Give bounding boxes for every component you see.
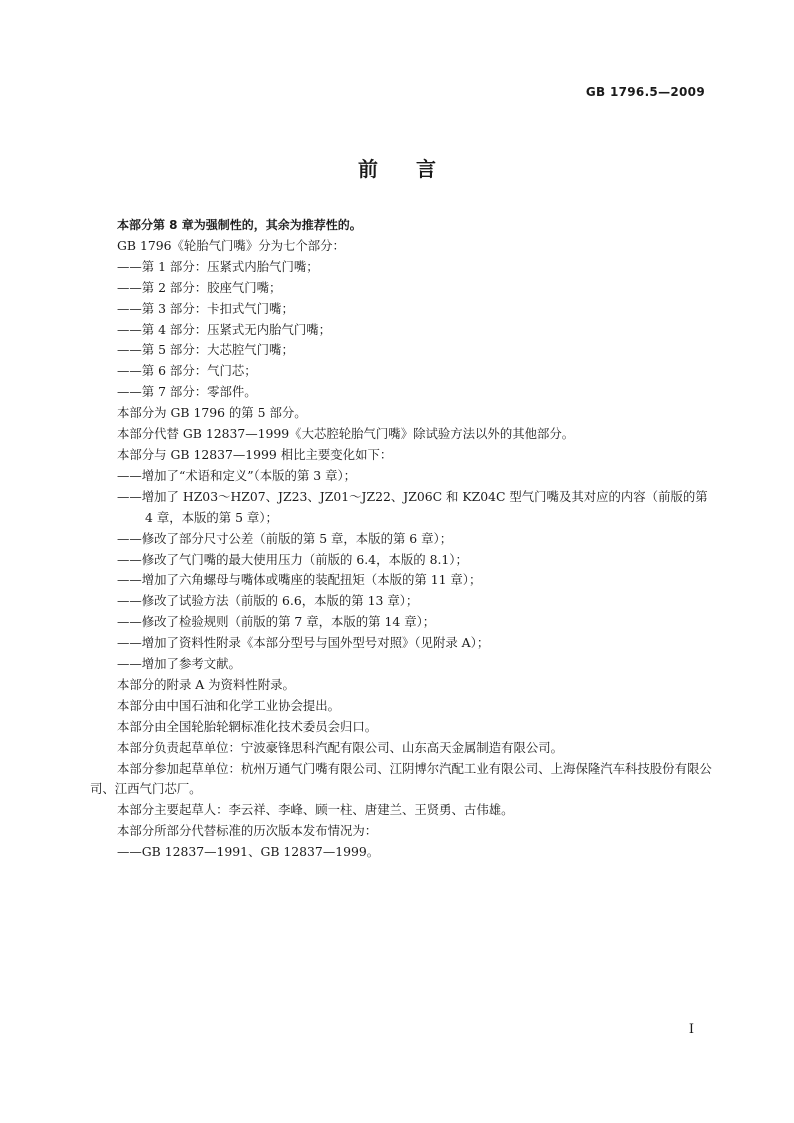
standard-number: GB 1796.5—2009 <box>585 85 705 99</box>
series-intro: GB 1796《轮胎气门嘴》分为七个部分： <box>117 237 345 253</box>
part-list-item: ——第 4 部分：压紧式无内胎气门嘴； <box>117 321 332 337</box>
change-list-item: ——修改了气门嘴的最大使用压力（前版的 6.4，本版的 8.1）； <box>117 551 468 567</box>
change-list-item: ——修改了检验规则（前版的第 7 章，本版的第 14 章）； <box>117 614 436 630</box>
paragraph: 本部分由全国轮胎轮辋标准化技术委员会归口。 <box>117 718 378 734</box>
paragraph: 本部分由中国石油和化学工业协会提出。 <box>117 697 341 713</box>
change-list-item: ——增加了 HZ03～HZ07、JZ23、JZ01～JZ22、JZ06C 和 KZ04C 型气门嘴及其对应的内容（前版的第 4 章，本版的第 5 章）； <box>117 488 708 525</box>
change-list-item: ——增加了“术语和定义”（本版的第 3 章）； <box>117 467 357 483</box>
part-list-item: ——第 6 部分：气门芯； <box>117 363 257 379</box>
part-list-item: ——第 1 部分：压紧式内胎气门嘴； <box>117 258 319 274</box>
paragraph: 本部分为 GB 1796 的第 5 部分。 <box>117 405 307 421</box>
part-list-item: ——第 2 部分：胶座气门嘴； <box>117 279 282 295</box>
change-list-item: ——增加了六角螺母与嘴体或嘴座的装配扭矩（本版的第 11 章）； <box>117 572 482 588</box>
change-list-item: ——增加了参考文献。 <box>117 656 241 672</box>
mandatory-statement: 本部分第 8 章为强制性的，其余为推荐性的。 <box>117 218 362 232</box>
paragraph: 本部分主要起草人：李云祥、李峰、顾一柱、唐建兰、王贤勇、古伟雄。 <box>117 802 514 818</box>
part-list-item: ——第 5 部分：大芯腔气门嘴； <box>117 342 294 358</box>
paragraph: 本部分代替 GB 12837—1999《大芯腔轮胎气门嘴》除试验方法以外的其他部分。 <box>117 426 575 442</box>
paragraph: 本部分与 GB 12837—1999 相比主要变化如下： <box>117 446 393 462</box>
part-list-item: ——第 3 部分：卡扣式气门嘴； <box>117 300 294 316</box>
paragraph: 本部分所部分代替标准的历次版本发布情况为： <box>117 823 378 839</box>
foreword-body <box>90 215 714 863</box>
change-list-item: ——增加了资料性附录《本部分型号与国外型号对照》（见附录 A）； <box>117 635 490 651</box>
paragraph: 本部分参加起草单位：杭州万通气门嘴有限公司、江阴博尔汽配工业有限公司、上海保隆汽车科技股份有限公司、江西气门芯厂。 <box>90 760 712 797</box>
paragraph: 本部分的附录 A 为资料性附录。 <box>117 676 295 692</box>
change-list-item: ——修改了试验方法（前版的 6.6，本版的第 13 章）； <box>117 593 419 609</box>
page-number: I <box>688 1022 694 1037</box>
page-title: 前言 <box>358 157 474 181</box>
part-list-item: ——第 7 部分：零部件。 <box>117 384 257 400</box>
change-list-item: ——修改了部分尺寸公差（前版的第 5 章，本版的第 6 章）； <box>117 530 453 546</box>
history-list-item: ——GB 12837—1991、GB 12837—1999。 <box>117 844 380 860</box>
paragraph: 本部分负责起草单位：宁波豪锋思科汽配有限公司、山东高天金属制造有限公司。 <box>117 739 564 755</box>
